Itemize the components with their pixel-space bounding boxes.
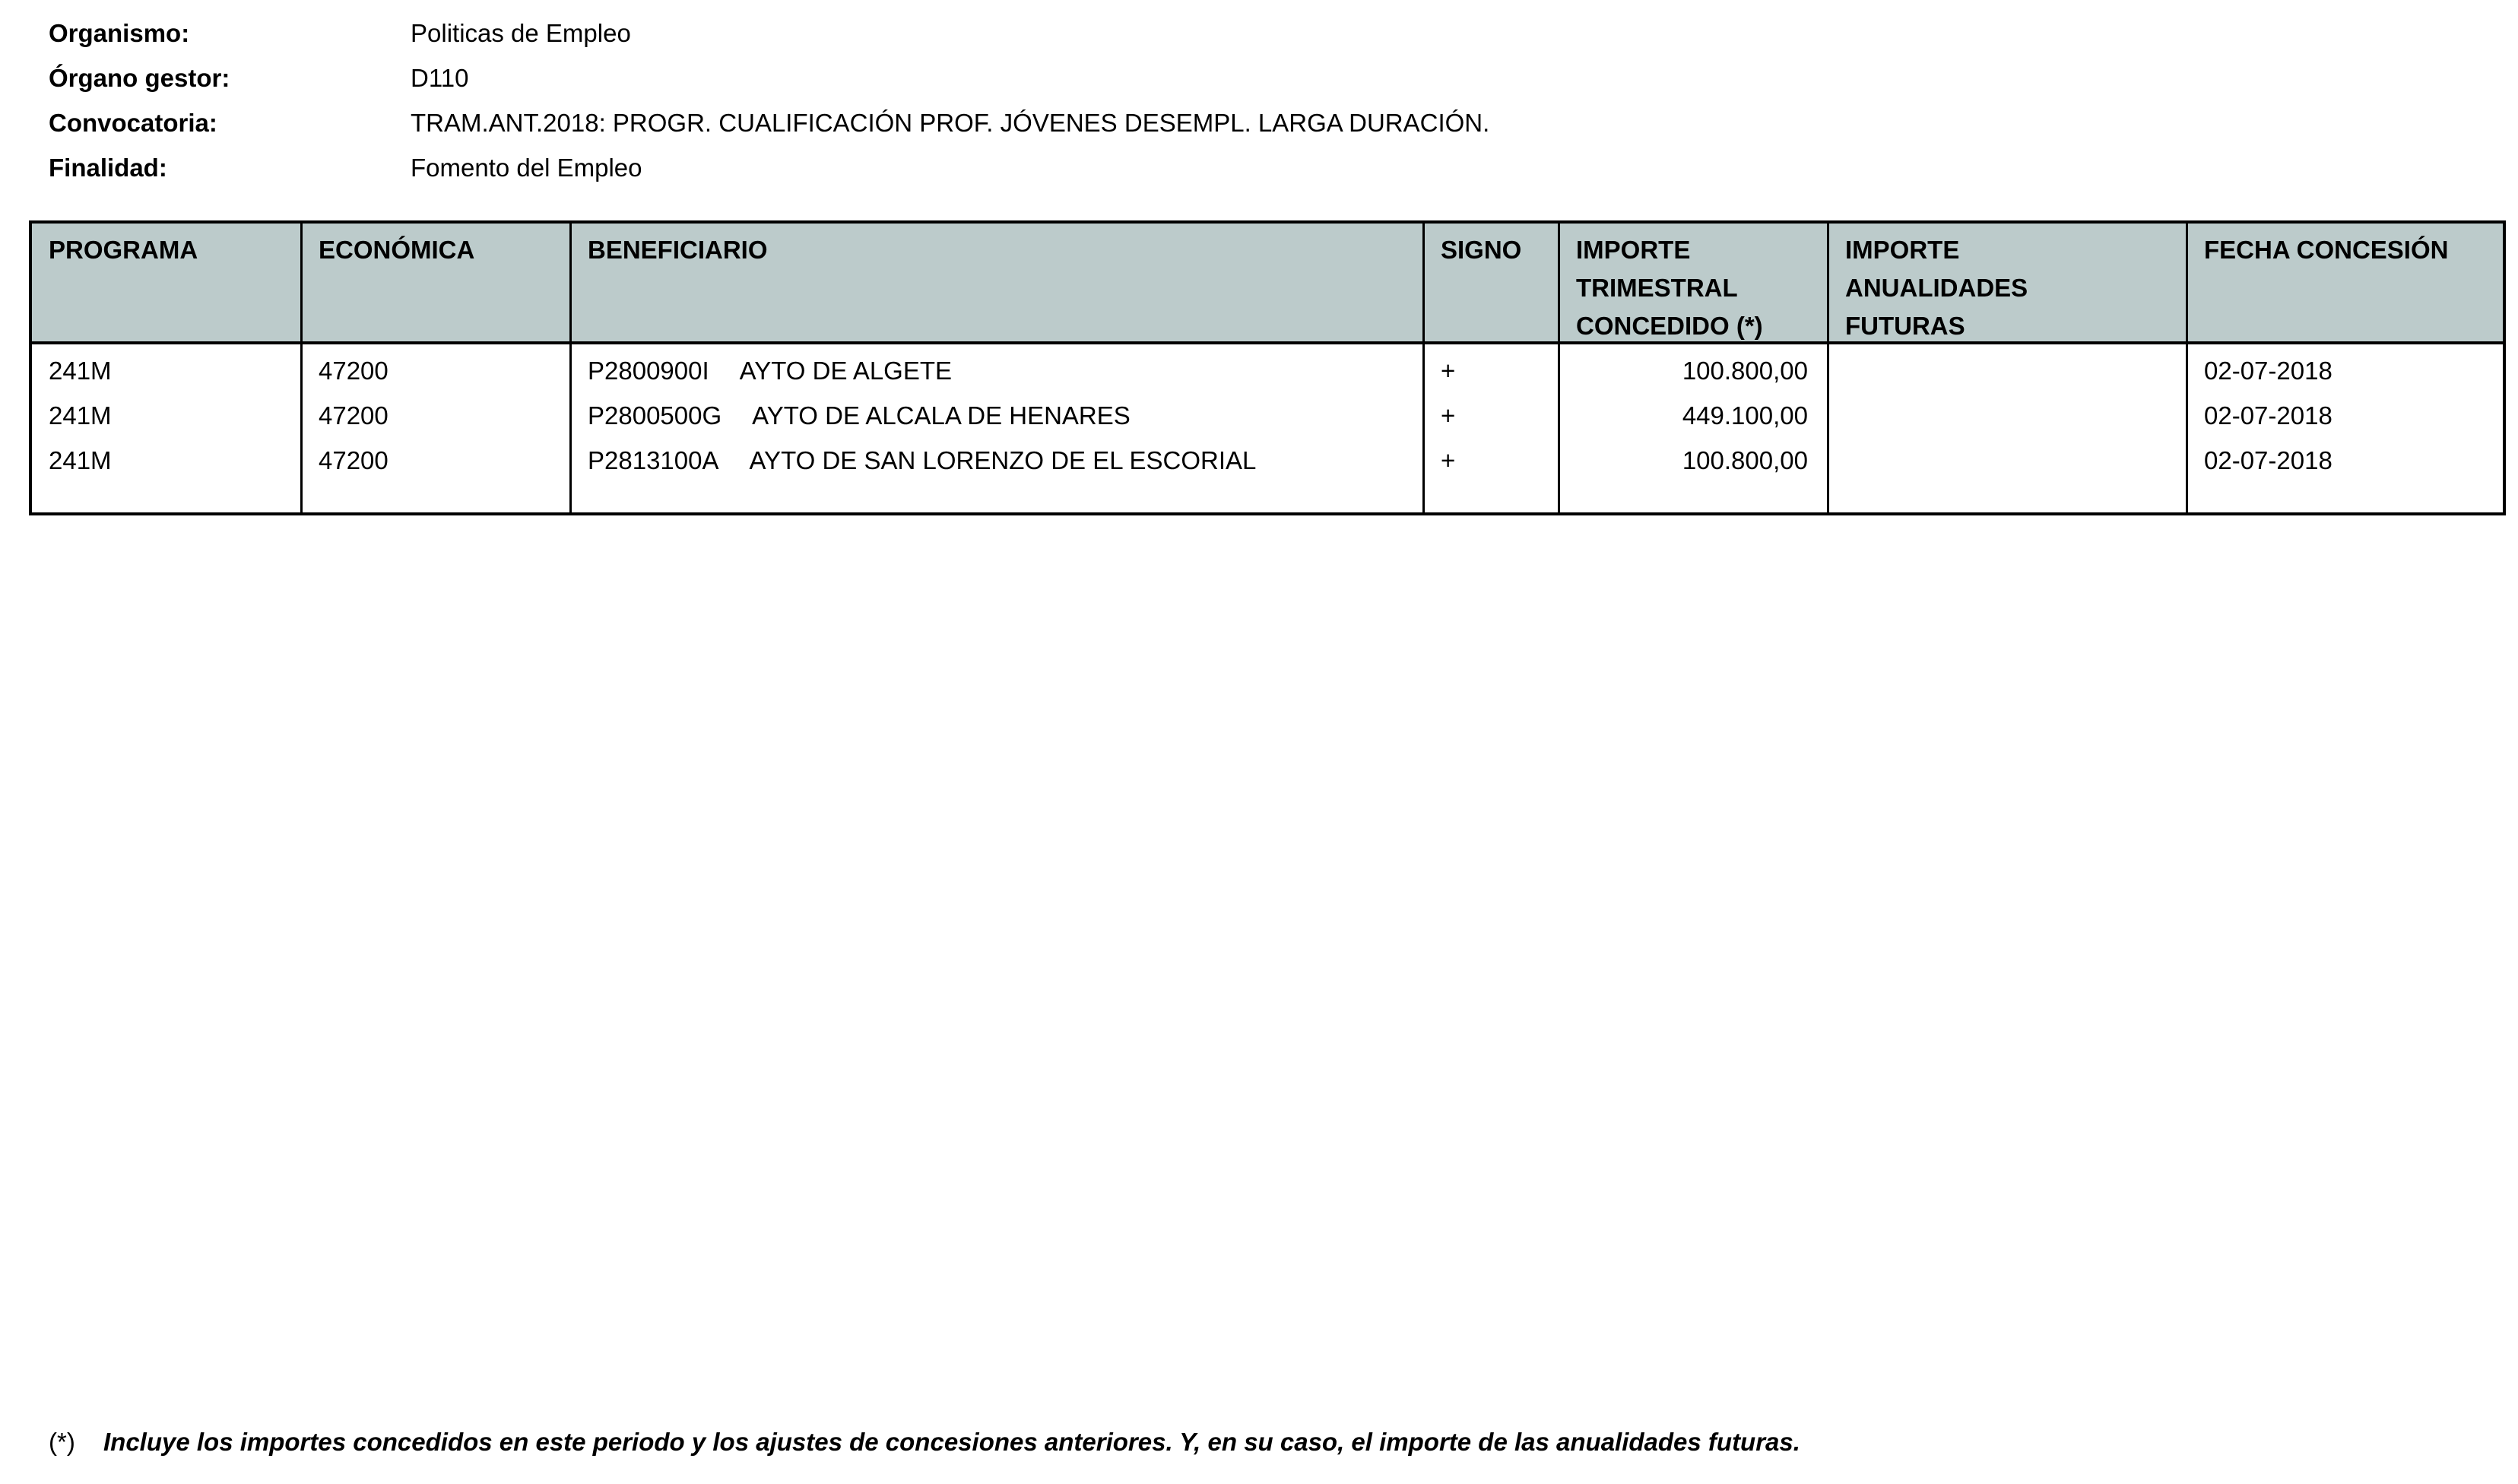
meta-label: Convocatoria: <box>49 108 217 137</box>
meta-row-finalidad <box>49 145 1489 190</box>
beneficiario-nombre: AYTO DE SAN LORENZO DE EL ESCORIAL <box>749 446 1257 474</box>
cell-signo: + <box>1441 446 1456 474</box>
meta-label: Organismo: <box>49 18 190 47</box>
meta-value: D110 <box>411 63 469 92</box>
footnote-text: Incluye los importes concedidos en este periodo y los ajustes de concesiones anteriores. Y, en su caso, el importe de las anualidades futuras. <box>103 1428 1800 1456</box>
cell-beneficiario <box>588 438 1256 483</box>
concessions-table <box>29 220 2506 515</box>
meta-row-convocatoria <box>49 100 1489 145</box>
cell-importe: 449.100,00 <box>1682 401 1808 430</box>
cell-beneficiario <box>588 393 1131 438</box>
beneficiario-nif: P2800500G <box>588 401 722 430</box>
meta-value: Fomento del Empleo <box>411 153 642 182</box>
cell-economica: 47200 <box>319 446 388 474</box>
header-importe-trimestral: IMPORTE TRIMESTRAL CONCEDIDO (*) <box>1576 236 1763 340</box>
beneficiario-nif: P2800900I <box>588 357 709 385</box>
beneficiario-nombre: AYTO DE ALGETE <box>739 357 953 385</box>
table-row <box>32 393 2503 438</box>
meta-value: Politicas de Empleo <box>411 18 631 47</box>
footnote <box>49 1428 1800 1457</box>
cell-programa: 241M <box>49 401 112 430</box>
header-signo: SIGNO <box>1441 236 1522 264</box>
header-economica: ECONÓMICA <box>319 236 475 264</box>
header-importe-anualidades: IMPORTE ANUALIDADES FUTURAS <box>1845 236 2028 340</box>
cell-fecha: 02-07-2018 <box>2204 446 2332 474</box>
beneficiario-nombre: AYTO DE ALCALA DE HENARES <box>752 401 1131 430</box>
meta-row-organo-gestor <box>49 55 1489 100</box>
header-beneficiario: BENEFICIARIO <box>588 236 768 264</box>
cell-programa: 241M <box>49 357 112 385</box>
header-metadata <box>49 11 1489 190</box>
header-fecha-concesion: FECHA CONCESIÓN <box>2204 236 2449 264</box>
cell-importe: 100.800,00 <box>1682 357 1808 385</box>
cell-fecha: 02-07-2018 <box>2204 401 2332 430</box>
cell-fecha: 02-07-2018 <box>2204 357 2332 385</box>
cell-economica: 47200 <box>319 401 388 430</box>
meta-row-organismo <box>49 11 1489 55</box>
cell-beneficiario <box>588 348 952 393</box>
beneficiario-nif: P2813100A <box>588 446 719 474</box>
cell-signo: + <box>1441 357 1456 385</box>
meta-value: TRAM.ANT.2018: PROGR. CUALIFICACIÓN PROF. JÓVENES DESEMPL. LARGA DURACIÓN. <box>411 108 1490 137</box>
footnote-mark: (*) <box>49 1428 75 1456</box>
cell-importe: 100.800,00 <box>1682 446 1808 474</box>
cell-signo: + <box>1441 401 1456 430</box>
meta-label: Finalidad: <box>49 153 167 182</box>
table-row <box>32 438 2503 483</box>
meta-label: Órgano gestor: <box>49 63 230 92</box>
table-row <box>32 348 2503 393</box>
cell-economica: 47200 <box>319 357 388 385</box>
cell-programa: 241M <box>49 446 112 474</box>
header-programa: PROGRAMA <box>49 236 198 264</box>
